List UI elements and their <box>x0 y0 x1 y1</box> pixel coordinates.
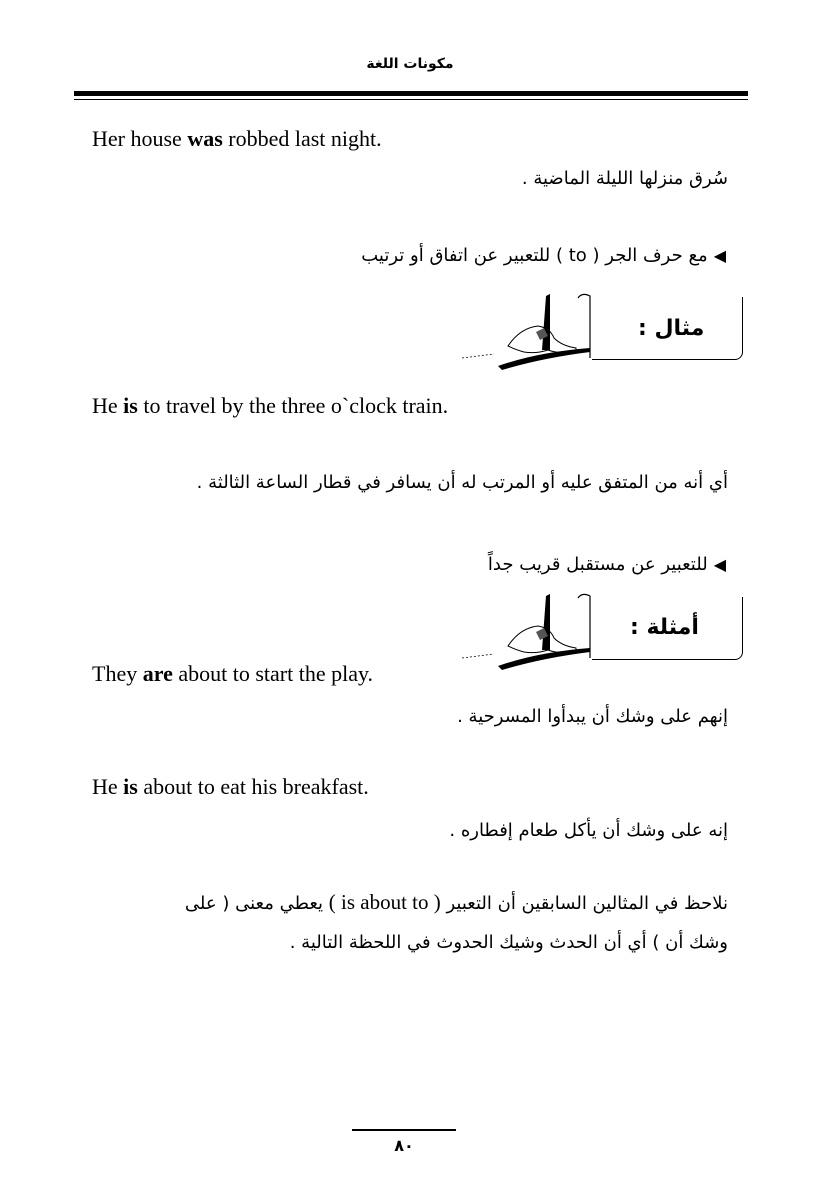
example2-en-part2: to travel by the three o`clock train. <box>137 393 449 418</box>
example2-en-verb: is <box>123 393 138 418</box>
pen-hand-icon <box>458 588 608 680</box>
note-line2: وشك أن ) أي أن الحدث وشيك الحدوث في اللحظة التالية . <box>289 932 728 953</box>
example4-en-part1: He <box>92 774 124 799</box>
example3-arabic: إنهم على وشك أن يبدأوا المسرحية . <box>457 706 728 727</box>
note-line1-post: يعطي معنى ( على <box>184 893 324 914</box>
example1-en-part2: robbed last night. <box>222 126 382 151</box>
rule1-line <box>361 245 726 266</box>
example3-en-part1: They <box>92 661 143 686</box>
example4-en-part2: about to eat his breakfast. <box>137 774 369 799</box>
note-line1 <box>185 890 728 915</box>
rule2-text: للتعبير عن مستقبل قريب جداً <box>487 554 708 575</box>
rule2-line <box>488 554 726 575</box>
example1-english <box>92 126 382 152</box>
example1-arabic: سُرق منزلها الليلة الماضية . <box>521 168 728 189</box>
example3-en-part2: about to start the play. <box>172 661 374 686</box>
example3-en-verb: are <box>142 661 173 686</box>
example2-arabic: أي أنه من المتفق عليه أو المرتب له أن يسافر في قطار الساعة الثالثة . <box>196 472 728 493</box>
footer-rule <box>352 1129 456 1131</box>
example4-arabic: إنه على وشك أن يأكل طعام إفطاره . <box>449 820 728 841</box>
example4-english <box>92 774 369 800</box>
pen-hand-icon <box>458 288 608 380</box>
example2-en-part1: He <box>92 393 124 418</box>
example-box-label: مثال : <box>638 316 705 341</box>
rule1-text: مع حرف الجر ( to ) للتعبير عن اتفاق أو ترتيب <box>361 245 708 266</box>
note-line1-latin: ( is about to ) <box>328 890 441 914</box>
examples-box-label: أمثلة : <box>630 615 699 640</box>
header-rule-thick <box>74 91 748 96</box>
example1-en-part1: Her house <box>92 126 188 151</box>
bullet-arrow-icon: ◀ <box>713 555 726 574</box>
example3-english <box>92 661 373 687</box>
note-line1-pre: نلاحظ في المثالين السابقين أن التعبير <box>446 893 728 914</box>
example4-en-verb: is <box>123 774 138 799</box>
header-rule-thin <box>74 99 748 100</box>
example1-en-verb: was <box>187 126 223 151</box>
example2-english <box>92 393 448 419</box>
page-header-title: مكونات اللغة <box>366 56 454 72</box>
bullet-arrow-icon: ◀ <box>713 246 726 265</box>
page-number: ٨٠ <box>394 1136 414 1155</box>
